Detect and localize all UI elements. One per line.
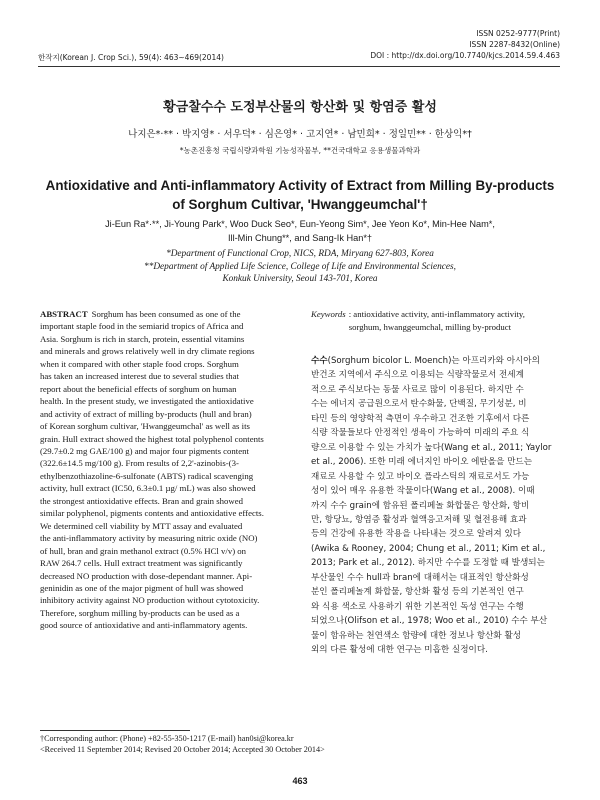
abstract-line: similar polyphenol, pigments contents and antioxidative effects. [40,508,264,519]
abstract [40,308,292,632]
footnote-divider [40,730,190,731]
abstract-line: health. In the present study, we investigated the antioxidative [40,396,254,407]
abstract-line: the strongest antioxidative effects. Bran and grain showed [40,495,243,506]
keywords-line: : antioxidative activity, anti-inflammatory activity, [348,309,525,319]
abstract-line: activity, hull extract (IC50, 6.3±0.1 µg/ mL) was also showed [40,483,256,494]
footnotes [40,733,325,755]
issn-doi-block [370,28,560,61]
keywords-label: Keywords [311,309,346,319]
intro-line: 까지 수수 grain에 함유된 폴리페놀 화합물은 항산화, 항비 [311,500,530,511]
abstract-line: (29.7±0.2 mg GAE/100 g) and major four pigments content [40,445,249,456]
intro-line: 량으로 이용할 수 있는 가치가 높다(Wang et al., 2011; Yaylor [311,442,552,453]
english-title-line: Antioxidative and Anti-inflammatory Activity of Extract from Milling By-products [45,178,555,193]
intro-line [311,354,567,368]
abstract-line: Asia. Sorghum is rich in starch, protein, essential vitamins [40,333,245,344]
korean-affiliation: *농촌진흥청 국립식량과학원 기능성작물부, **건국대학교 응용생물과학과 [179,146,421,155]
english-affiliation [40,248,560,286]
introduction [311,354,567,658]
intro-line: 와 식용 색소로 사용하기 위한 기본적인 독성 연구는 수행 [311,601,524,612]
abstract-label: ABSTRACT [40,309,88,319]
corresponding-author: †Corresponding author: (Phone) +82-55-350-1217 (E-mail) han0si@korea.kr [40,734,294,743]
intro-line: 2013; Park et al., 2012). 하지만 수수를 도정할 때 발생되는 [311,558,545,569]
affiliation-line: *Department of Functional Crop, NICS, RDA, Miryang 627-803, Korea [166,249,434,259]
english-authors [46,218,554,245]
intro-line: 분인 폴리페놀계 화합물, 항산화 활성 등의 기본적인 연구 [311,587,524,598]
abstract-line: RAW 264.7 cells. Hull extract treatment was significantly [40,558,243,569]
intro-line: 적으로 주식보다는 동물 사료로 많이 이용된다. 하지만 수 [311,384,524,395]
abstract-line: geninidin as one of the major pigment of hull was showed [40,582,244,593]
abstract-line: We determined cell viability by MTT assay and evaluated [40,520,243,531]
english-authors-line: Ji-Eun Ra*·**, Ji-Young Park*, Woo Duck Seo*, Eun-Yeong Sim*, Jee Yeon Ko*, Min-Hee Nam*, [105,219,495,229]
intro-line: 수는 에너지 공급원으로서 탄수화물, 단백질, 무기성분, 비 [311,399,527,410]
abstract-line: and minerals and grows relatively well in dry climate regions [40,346,255,357]
abstract-line: the anti-inflammatory activity by measuring nitric oxide (NO) [40,533,258,544]
korean-title: 황금찰수수 도정부산물의 항산화 및 항염증 활성 [163,100,437,115]
affiliation-line: Konkuk University, Seoul 143-701, Korea [222,274,378,284]
intro-line: 만, 항당뇨, 항염증 활성과 혈액응고저해 및 혈전용해 효과 [311,514,527,525]
abstract-line: of hull, bran and grain methanol extract (0.5% HCl v/v) on [40,545,247,556]
intro-line: 재료로 사용할 수 있고 바이오 플라스틱의 재료로서도 가능 [311,471,530,482]
abstract-line: report about the beneficial effects of sorghum on human [40,383,237,394]
english-authors-line: Ill-Min Chung**, and Sang-Ik Han*† [227,232,373,243]
abstract-line: good source of antioxidative and anti-inflammatory agents. [40,620,248,631]
abstract-line: important staple food in the semiarid tropics of Africa and [40,321,244,332]
intro-line: 물이 함유하는 천연색소 함량에 대한 정보나 항산화 활성 [311,630,522,641]
keywords-values [346,308,525,333]
affiliation-line: **Department of Applied Life Science, College of Life and Environmental Sciences, [144,261,456,272]
intro-line: 부산물인 수수 hull과 bran에 대해서는 대표적인 항산화성 [311,572,529,583]
intro-line: 식량 작물들보다 안정적인 생육이 가능하여 미래의 주요 식 [311,428,530,439]
intro-lead-word: 수수 [311,356,328,366]
header-divider [38,66,560,67]
korean-authors: 나지은*·** · 박지영* · 서우덕* · 심은영* · 고지연* · 남민희* · 정일민** · 한상익*† [128,129,472,140]
abstract-line: ethylbenzothiazoline-6-sulfonate (ABTS) radical scavenging [40,470,254,481]
abstract-line: (322.6±14.5 mg/100 g). From results of 2,2'-azinobis-(3- [40,458,239,469]
keywords-line: sorghum, hwanggeumchal, milling by-product [348,321,512,332]
abstract-line: of Korean sorghum cultivar, 'Hwanggeumchal' as well as its [40,421,250,432]
abstract-line: Therefore, sorghum milling by-products can be used as a [40,607,240,618]
abstract-line: when it compared with other staple food crops. Sorghum [40,358,239,369]
intro-line: 성이 있어 매우 유용한 작물이다(Wang et al., 2008). 이때 [311,486,535,497]
abstract-line: has taken an increased interest due to several studies that [40,371,239,382]
page-number: 463 [292,776,308,786]
english-title [40,176,560,214]
intro-line: 타민 등의 영양학적 측면이 우수하고 건조한 기후에서 다른 [311,413,530,424]
journal-reference: 한작지(Korean J. Crop Sci.), 59(4): 463~469(2014) [38,53,224,62]
issn-print: ISSN 0252-9777(Print) [476,29,560,38]
intro-line: 되었으나(Olifson et al., 1978; Woo et al., 2010) 수수 부산 [311,616,548,627]
intro-line: 외의 다른 활성에 대한 연구는 미흡한 실정이다. [311,645,488,656]
abstract-text: Sorghum has been consumed as one of the [91,309,241,319]
abstract-line [40,308,292,320]
intro-line: (Awika & Rooney, 2004; Chung et al., 2011; Kim et al., [311,543,546,554]
intro-line: et al., 2006). 또한 미래 에너지인 바이오 에탄올을 만드는 [311,457,533,468]
intro-text: (Sorghum bicolor L. Moench)는 아프리카와 아시아의 [327,356,540,366]
issn-online: ISSN 2287-8432(Online) [469,40,560,49]
abstract-line: decreased NO production with dose-dependant manner. Api- [40,570,253,581]
intro-line: 등의 건강에 유용한 작용을 나타내는 것으로 알려져 있다 [311,529,522,540]
abstract-line: inhibitory activity against NO production without cytotoxicity. [40,595,260,606]
abstract-line: and activity of extract of milling by-products (hull and bran) [40,408,252,419]
intro-line: 반건조 지역에서 주식으로 이용되는 식량작물로서 전세계 [311,370,524,381]
english-title-line: of Sorghum Cultivar, 'Hwanggeumchal'† [172,197,428,212]
keywords [311,308,571,333]
doi-link[interactable]: DOI : http://dx.doi.org/10.7740/kjcs.2014.59.4.463 [370,51,560,60]
received-dates: <Received 11 September 2014; Revised 20 October 2014; Accepted 30 October 2014> [40,745,325,754]
abstract-line: grain. Hull extract showed the highest total polyphenol contents [40,433,264,444]
